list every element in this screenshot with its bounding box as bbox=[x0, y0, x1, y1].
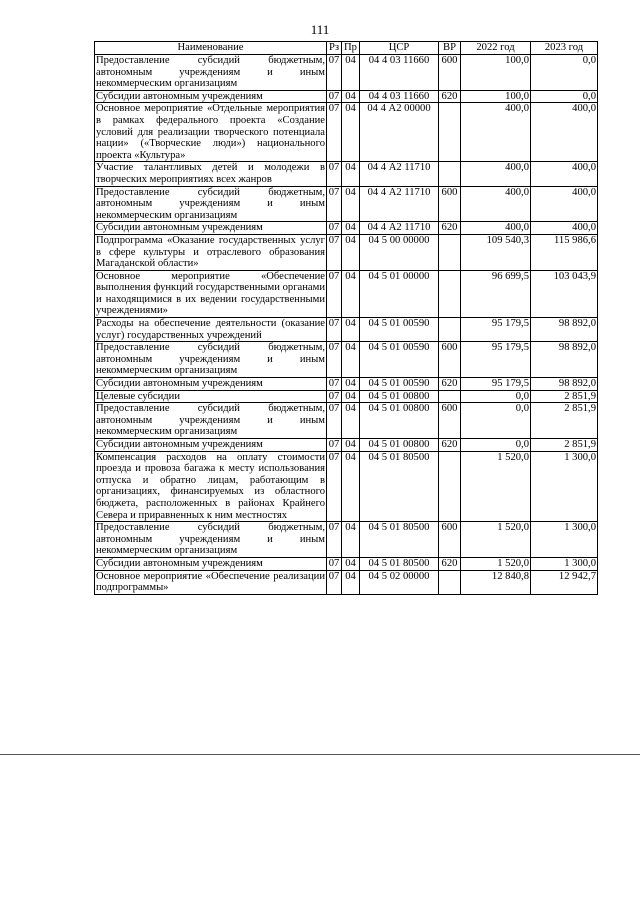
table-row bbox=[95, 222, 598, 235]
cell-2022: 96 699,5 bbox=[461, 270, 531, 317]
table-header-row bbox=[95, 42, 598, 55]
cell-vr: 620 bbox=[439, 557, 461, 570]
cell-rz: 07 bbox=[327, 234, 342, 270]
cell-name: Субсидии автономным учреждениям bbox=[95, 378, 327, 391]
cell-csr: 04 4 А2 11710 bbox=[360, 162, 439, 186]
cell-vr bbox=[439, 390, 461, 403]
cell-rz: 07 bbox=[327, 222, 342, 235]
cell-2022: 400,0 bbox=[461, 162, 531, 186]
cell-name: Основное мероприятие «Обеспечение выполнения функций государственными органами и находящимися в их ведении государственными учреждениями» bbox=[96, 270, 325, 317]
page-divider bbox=[0, 754, 640, 755]
cell-2022: 95 179,5 bbox=[461, 378, 531, 391]
cell-pr: 04 bbox=[342, 451, 360, 522]
cell-rz: 07 bbox=[327, 90, 342, 103]
cell-pr: 04 bbox=[342, 103, 360, 162]
cell-name: Участие талантливых детей и молодежи в творческих мероприятиях всех жанров bbox=[96, 162, 325, 185]
cell-2022: 1 520,0 bbox=[461, 557, 531, 570]
cell-vr: 620 bbox=[439, 222, 461, 235]
cell-rz: 07 bbox=[327, 439, 342, 452]
table-row bbox=[95, 186, 598, 222]
header-pr: Пр bbox=[342, 42, 360, 55]
cell-name: Субсидии автономным учреждениям bbox=[95, 439, 327, 452]
cell-csr: 04 5 01 00800 bbox=[360, 439, 439, 452]
cell-vr bbox=[439, 451, 461, 522]
cell-2022: 0,0 bbox=[461, 390, 531, 403]
cell-pr: 04 bbox=[342, 522, 360, 558]
cell-rz: 07 bbox=[327, 55, 342, 91]
cell-vr bbox=[439, 234, 461, 270]
cell-rz: 07 bbox=[327, 570, 342, 594]
cell-rz: 07 bbox=[327, 186, 342, 222]
cell-2022: 109 540,3 bbox=[461, 234, 531, 270]
table-row bbox=[95, 451, 598, 522]
cell-name: Предоставление субсидий бюджетным, автономным учреждениям и иным некоммерческим организациям bbox=[96, 522, 325, 557]
cell-pr: 04 bbox=[342, 570, 360, 594]
cell-csr: 04 4 А2 11710 bbox=[360, 222, 439, 235]
cell-2023: 400,0 bbox=[531, 162, 598, 186]
table-row bbox=[95, 390, 598, 403]
cell-name: Субсидии автономным учреждениям bbox=[95, 90, 327, 103]
table-row bbox=[95, 162, 598, 186]
cell-pr: 04 bbox=[342, 439, 360, 452]
cell-rz: 07 bbox=[327, 557, 342, 570]
table-row bbox=[95, 318, 598, 342]
cell-csr: 04 5 01 00590 bbox=[360, 318, 439, 342]
cell-2023: 98 892,0 bbox=[531, 318, 598, 342]
cell-csr: 04 5 01 00800 bbox=[360, 390, 439, 403]
table-row bbox=[95, 234, 598, 270]
header-2022: 2022 год bbox=[461, 42, 531, 55]
cell-vr: 620 bbox=[439, 439, 461, 452]
cell-name: Предоставление субсидий бюджетным, автономным учреждениям и иным некоммерческим организациям bbox=[96, 342, 325, 377]
budget-table bbox=[94, 41, 598, 595]
cell-vr: 600 bbox=[439, 403, 461, 439]
cell-csr: 04 5 00 00000 bbox=[360, 234, 439, 270]
cell-2023: 12 942,7 bbox=[531, 570, 598, 594]
table-row bbox=[95, 342, 598, 378]
header-name: Наименование bbox=[95, 42, 327, 55]
cell-rz: 07 bbox=[327, 390, 342, 403]
cell-2022: 400,0 bbox=[461, 222, 531, 235]
cell-rz: 07 bbox=[327, 342, 342, 378]
cell-2022: 400,0 bbox=[461, 103, 531, 162]
cell-2023: 400,0 bbox=[531, 186, 598, 222]
cell-csr: 04 4 03 11660 bbox=[360, 55, 439, 91]
cell-pr: 04 bbox=[342, 162, 360, 186]
cell-csr: 04 5 02 00000 bbox=[360, 570, 439, 594]
cell-pr: 04 bbox=[342, 378, 360, 391]
cell-pr: 04 bbox=[342, 390, 360, 403]
cell-2022: 95 179,5 bbox=[461, 318, 531, 342]
cell-csr: 04 5 01 80500 bbox=[360, 557, 439, 570]
table-row bbox=[95, 55, 598, 91]
cell-csr: 04 5 01 00000 bbox=[360, 270, 439, 317]
cell-rz: 07 bbox=[327, 270, 342, 317]
cell-pr: 04 bbox=[342, 55, 360, 91]
cell-vr: 620 bbox=[439, 378, 461, 391]
cell-2023: 98 892,0 bbox=[531, 378, 598, 391]
cell-name: Основное мероприятие «Обеспечение реализации подпрограммы» bbox=[96, 570, 325, 594]
table-row bbox=[95, 439, 598, 452]
cell-name: Предоставление субсидий бюджетным, автономным учреждениям и иным некоммерческим организациям bbox=[96, 55, 325, 90]
cell-vr bbox=[439, 570, 461, 594]
table-row bbox=[95, 270, 598, 317]
cell-2023: 400,0 bbox=[531, 103, 598, 162]
cell-vr bbox=[439, 318, 461, 342]
cell-vr bbox=[439, 270, 461, 317]
cell-2023: 98 892,0 bbox=[531, 342, 598, 378]
table-row bbox=[95, 570, 598, 594]
table-row bbox=[95, 522, 598, 558]
cell-name: Субсидии автономным учреждениям bbox=[95, 557, 327, 570]
cell-csr: 04 5 01 00590 bbox=[360, 378, 439, 391]
cell-2023: 2 851,9 bbox=[531, 390, 598, 403]
cell-2023: 0,0 bbox=[531, 90, 598, 103]
cell-csr: 04 4 А2 11710 bbox=[360, 186, 439, 222]
cell-name: Компенсация расходов на оплату стоимости проезда и провоза багажа к месту использования отпуска и обратно лицам, работающим в организациях, финансируемых из областного бюджета, расположенных в районах Крайнего Севера и приравненных к ним местностях bbox=[96, 451, 325, 521]
cell-name: Субсидии автономным учреждениям bbox=[95, 222, 327, 235]
cell-vr: 600 bbox=[439, 55, 461, 91]
cell-2022: 12 840,8 bbox=[461, 570, 531, 594]
table-row bbox=[95, 378, 598, 391]
cell-name: Целевые субсидии bbox=[95, 390, 327, 403]
cell-name: Предоставление субсидий бюджетным, автономным учреждениям и иным некоммерческим организациям bbox=[96, 403, 325, 438]
page-number: 111 bbox=[310, 22, 330, 37]
cell-2023: 0,0 bbox=[531, 55, 598, 91]
cell-2022: 0,0 bbox=[461, 439, 531, 452]
cell-2022: 1 520,0 bbox=[461, 522, 531, 558]
cell-vr: 600 bbox=[439, 342, 461, 378]
header-csr: ЦСР bbox=[360, 42, 439, 55]
table-row bbox=[95, 90, 598, 103]
cell-pr: 04 bbox=[342, 90, 360, 103]
table-row bbox=[95, 103, 598, 162]
cell-csr: 04 4 03 11660 bbox=[360, 90, 439, 103]
cell-vr bbox=[439, 103, 461, 162]
table-row bbox=[95, 557, 598, 570]
cell-2023: 115 986,6 bbox=[531, 234, 598, 270]
cell-csr: 04 5 01 80500 bbox=[360, 522, 439, 558]
cell-2023: 2 851,9 bbox=[531, 403, 598, 439]
cell-vr bbox=[439, 162, 461, 186]
cell-name: Основное мероприятие «Отдельные мероприятия в рамках федерального проекта «Создание условий для реализации творческого потенциала нации» («Творческие люди») национального проекта «Культура» bbox=[96, 103, 325, 161]
cell-name: Подпрограмма «Оказание государственных услуг в сфере культуры и отраслевого образования Магаданской области» bbox=[96, 234, 325, 270]
cell-2022: 100,0 bbox=[461, 90, 531, 103]
cell-2023: 1 300,0 bbox=[531, 451, 598, 522]
cell-rz: 07 bbox=[327, 451, 342, 522]
cell-2022: 100,0 bbox=[461, 55, 531, 91]
cell-pr: 04 bbox=[342, 318, 360, 342]
table-body bbox=[95, 55, 598, 595]
cell-pr: 04 bbox=[342, 222, 360, 235]
cell-rz: 07 bbox=[327, 378, 342, 391]
cell-name: Расходы на обеспечение деятельности (оказание услуг) государственных учреждений bbox=[96, 318, 325, 341]
header-2023: 2023 год bbox=[531, 42, 598, 55]
cell-2022: 400,0 bbox=[461, 186, 531, 222]
cell-2023: 2 851,9 bbox=[531, 439, 598, 452]
cell-csr: 04 5 01 00590 bbox=[360, 342, 439, 378]
cell-csr: 04 4 А2 00000 bbox=[360, 103, 439, 162]
cell-vr: 600 bbox=[439, 186, 461, 222]
cell-pr: 04 bbox=[342, 342, 360, 378]
cell-2023: 1 300,0 bbox=[531, 522, 598, 558]
header-vr: ВР bbox=[439, 42, 461, 55]
cell-vr: 600 bbox=[439, 522, 461, 558]
cell-2023: 400,0 bbox=[531, 222, 598, 235]
cell-rz: 07 bbox=[327, 522, 342, 558]
cell-rz: 07 bbox=[327, 162, 342, 186]
cell-2023: 103 043,9 bbox=[531, 270, 598, 317]
cell-2022: 95 179,5 bbox=[461, 342, 531, 378]
cell-pr: 04 bbox=[342, 403, 360, 439]
cell-csr: 04 5 01 80500 bbox=[360, 451, 439, 522]
cell-pr: 04 bbox=[342, 186, 360, 222]
cell-2022: 1 520,0 bbox=[461, 451, 531, 522]
cell-rz: 07 bbox=[327, 318, 342, 342]
cell-2022: 0,0 bbox=[461, 403, 531, 439]
cell-csr: 04 5 01 00800 bbox=[360, 403, 439, 439]
cell-rz: 07 bbox=[327, 103, 342, 162]
header-rz: Рз bbox=[327, 42, 342, 55]
cell-pr: 04 bbox=[342, 557, 360, 570]
cell-2023: 1 300,0 bbox=[531, 557, 598, 570]
cell-vr: 620 bbox=[439, 90, 461, 103]
cell-pr: 04 bbox=[342, 270, 360, 317]
cell-pr: 04 bbox=[342, 234, 360, 270]
cell-rz: 07 bbox=[327, 403, 342, 439]
table-row bbox=[95, 403, 598, 439]
cell-name: Предоставление субсидий бюджетным, автономным учреждениям и иным некоммерческим организациям bbox=[96, 186, 325, 221]
